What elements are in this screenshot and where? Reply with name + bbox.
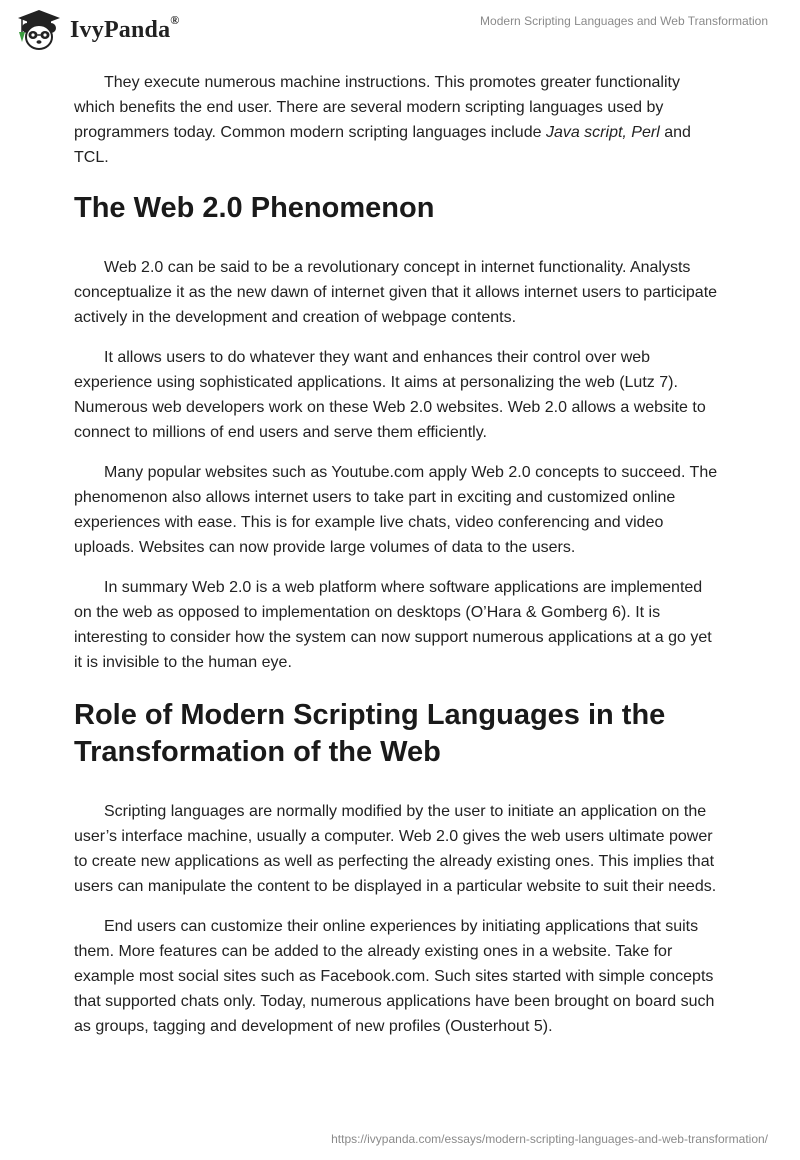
paragraph: Web 2.0 can be said to be a revolutionary concept in internet functionality. Analysts conceptualize it as the new dawn of internet given that it allows internet users to participate actively in the development and creation of webpage contents. [74, 259, 718, 326]
paragraph: End users can customize their online experiences by initiating applications that suits them. More features can be added to the already existing ones in a website. Take for example most social sites such as Facebook.com. Such sites started with simple concepts that supported chats only. Today, numerous applications have been brought on board such as groups, tagging and development of new profiles (Ousterhout 5). [74, 918, 715, 1035]
italic-languages: Java script, Perl [545, 124, 660, 141]
page-header [0, 0, 800, 70]
paragraph: It allows users to do whatever they want and enhances their control over web experience using sophisticated applications. It aims at personalizing the web (Lutz 7). Numerous web developers work on these Web 2.0 websites. Web 2.0 allows a website to connect to millions of end users and serve them efficiently. [74, 349, 706, 441]
brand-name: IvyPanda® [70, 12, 180, 43]
brand-logo-link[interactable] [14, 8, 179, 52]
document-title: Modern Scripting Languages and Web Transformation [480, 14, 768, 28]
paragraph-intro: They execute numerous machine instructions. This promotes greater functionality which benefits the end user. There are several modern scripting languages used by programmers today. Common modern scripting languages include Java script, Perl and TCL. [74, 74, 691, 166]
source-url-link[interactable]: https://ivypanda.com/essays/modern-scripting-languages-and-web-transformation/ [331, 1132, 768, 1146]
essay-body [74, 70, 724, 1054]
section-heading-web2: The Web 2.0 Phenomenon [74, 192, 435, 224]
paragraph: Many popular websites such as Youtube.com apply Web 2.0 concepts to succeed. The phenomenon also allows internet users to take part in exciting and customized online experiences with ease. This is for example live chats, video conferencing and video uploads. Websites can now provide large volumes of data to the users. [74, 464, 718, 556]
paragraph: In summary Web 2.0 is a web platform where software applications are implemented on the web as opposed to implementation on desktops (O’Hara & Gomberg 6). It is interesting to consider how the system can now support numerous applications at a go yet it is invisible to the human eye. [74, 579, 712, 671]
paragraph: Scripting languages are normally modified by the user to initiate an application on the user’s interface machine, usually a computer. Web 2.0 gives the web users ultimate power to create new applications as well as perfecting the already existing ones. This implies that users can manipulate the content to be displayed in a particular website to suit their needs. [74, 803, 717, 895]
section-heading-role: Role of Modern Scripting Languages in the Transformation of the Web [74, 699, 666, 768]
panda-graduation-cap-icon [14, 8, 64, 52]
